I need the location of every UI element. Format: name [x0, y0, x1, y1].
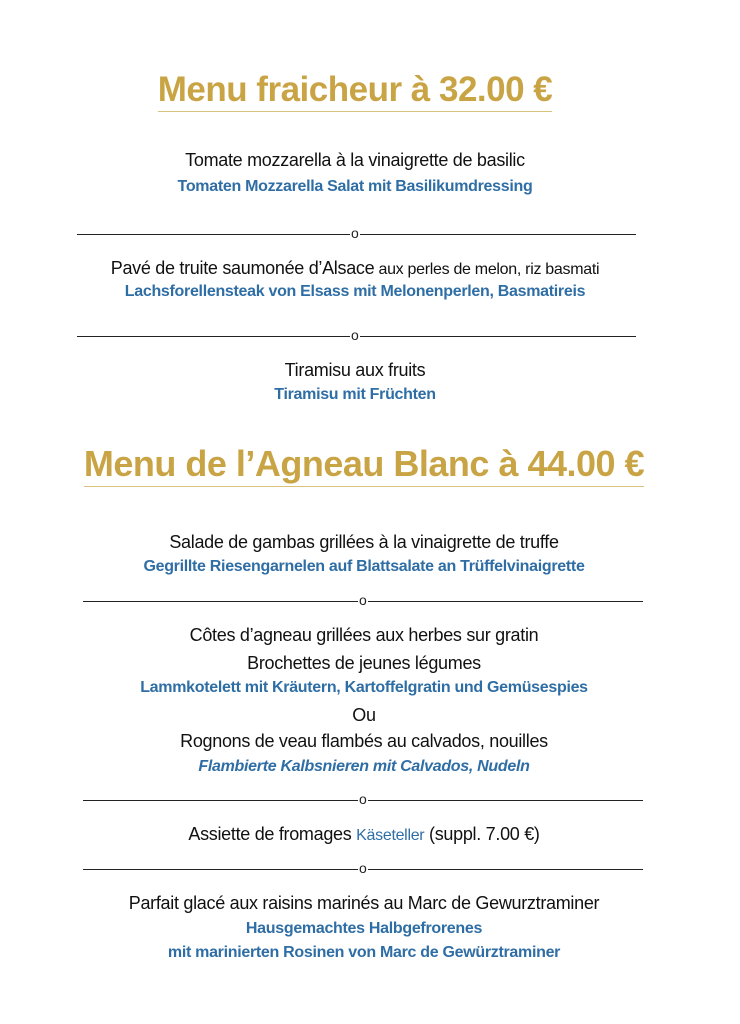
divider-mark: o: [359, 592, 367, 608]
cheese-line: Assiette de fromages Käseteller (suppl. 7.00 €): [188, 824, 540, 844]
course-fr: Tomate mozzarella à la vinaigrette de basilic: [185, 150, 525, 170]
course-de: Tiramisu mit Früchten: [274, 386, 436, 403]
main2-de: Flambierte Kalbsnieren mit Calvados, Nudeln: [198, 758, 530, 775]
starter-fr: Salade de gambas grillées à la vinaigrette de truffe: [169, 532, 559, 552]
main2-fr: Rognons de veau flambés au calvados, nouilles: [180, 731, 548, 751]
course-fr: Pavé de truite saumonée d’Alsace aux perles de melon, riz basmati: [110, 258, 600, 278]
main1-de: Lammkotelett mit Kräutern, Kartoffelgratin und Gemüsespies: [140, 679, 588, 696]
dessert-fr: Parfait glacé aux raisins marinés au Marc de Gewurztraminer: [128, 893, 600, 913]
course-fr: Tiramisu aux fruits: [284, 360, 426, 380]
starter-de: Gegrillte Riesengarnelen auf Blattsalate an Trüffelvinaigrette: [143, 558, 585, 575]
main1-fr-line2: Brochettes de jeunes légumes: [247, 653, 481, 673]
or-label: Ou: [352, 705, 376, 725]
divider-mark: o: [351, 327, 359, 343]
menu-fraicheur-title: Menu fraicheur à 32.00 €: [0, 72, 710, 107]
main1-fr-line1: Côtes d’agneau grillées aux herbes sur gratin: [189, 625, 539, 645]
dessert-de-line2: mit marinierten Rosinen von Marc de Gewürztraminer: [167, 944, 561, 961]
divider-mark: o: [359, 860, 367, 876]
divider-mark: o: [351, 225, 359, 241]
menu-agneau-title: Menu de l’Agneau Blanc à 44.00 €: [0, 446, 728, 482]
dessert-de-line1: Hausgemachtes Halbgefrorenes: [245, 920, 483, 937]
course-de: Lachsforellensteak von Elsass mit Melonenperlen, Basmatireis: [124, 283, 586, 300]
divider-mark: o: [359, 791, 367, 807]
course-de: Tomaten Mozzarella Salat mit Basilikumdressing: [177, 178, 533, 195]
